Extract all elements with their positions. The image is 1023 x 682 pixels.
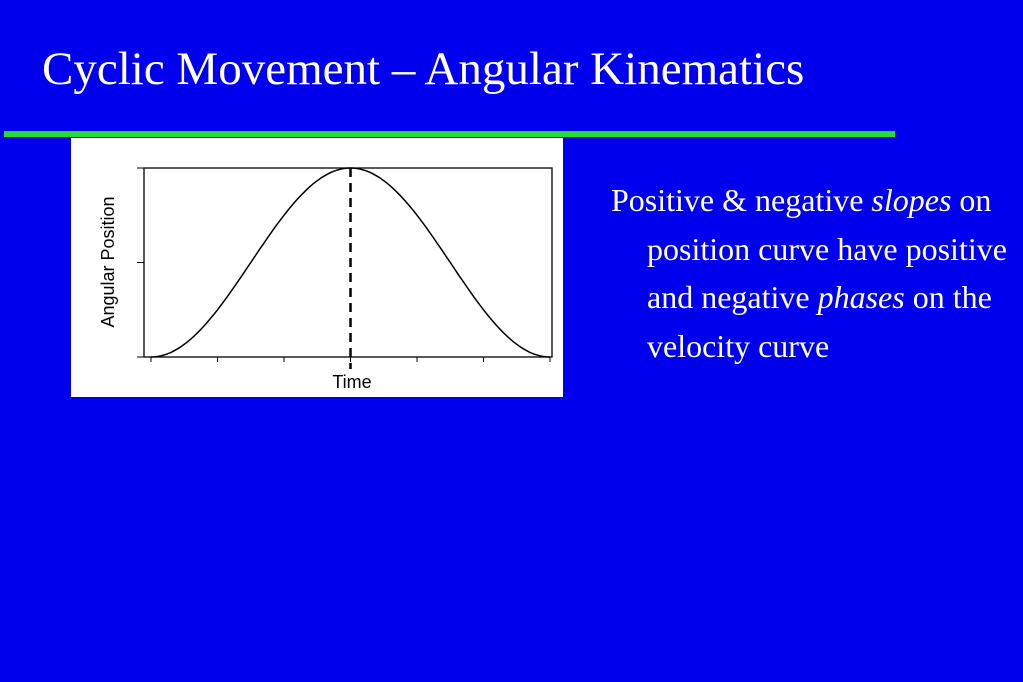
axis-ticks [137,168,550,362]
chart-panel [71,138,563,397]
bullet-emphasis-slopes: slopes [871,182,952,218]
slide-title: Cyclic Movement – Angular Kinematics [42,43,805,95]
plot-area-frame [144,168,552,357]
bullet-text-part-2: on position curve have positive and negative [647,182,1007,315]
bullet-emphasis-phases: phases [817,279,905,315]
bullet-text-part-3: on the velocity curve [647,279,992,364]
x-axis-label: Time [332,372,372,392]
position-curve-chart [71,138,563,397]
bullet-text-part-1: Positive & negative [611,182,872,218]
y-axis-label: Angular Position [98,196,118,328]
title-divider [4,131,895,137]
bullet-paragraph [611,176,1011,370]
bullet-text [611,176,1011,370]
